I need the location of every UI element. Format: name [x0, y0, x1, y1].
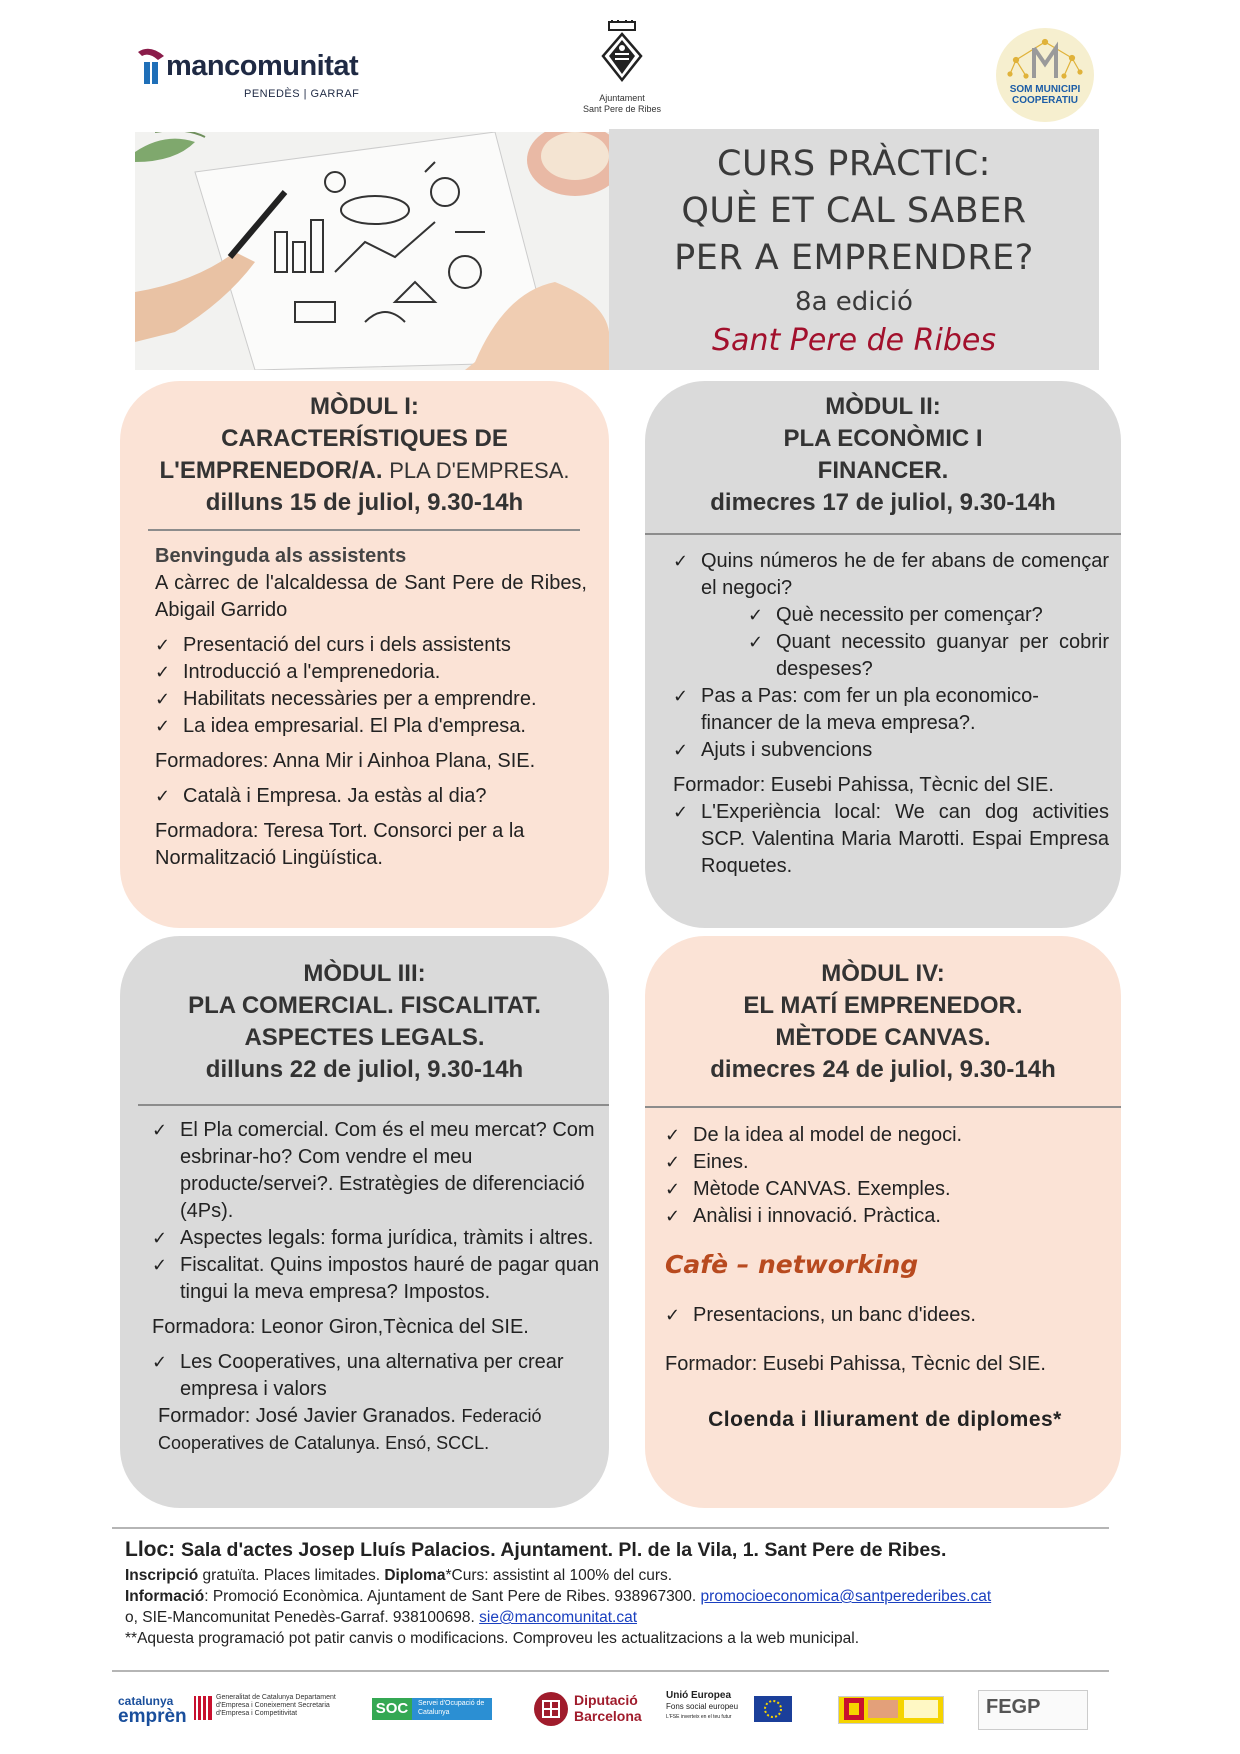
list-item: ✓ Presentacions, un banc d'idees. — [665, 1302, 1105, 1329]
email-link[interactable]: promocioeconomica@santperederibes.cat — [700, 1588, 992, 1605]
list-item: ✓ Presentació del curs i dels assistents — [155, 632, 587, 659]
list-item: ✓ Eines. — [665, 1149, 1105, 1176]
fegp-logo: FEGP — [978, 1684, 1086, 1734]
edition-label: 8a edició — [795, 287, 913, 317]
sub-list-item: ✓ Quant necessito guanyar per cobrir despeses? — [673, 629, 1109, 683]
registration-line: Inscripció gratuïta. Places limitades. Diploma*Curs: assistint al 100% del curs. — [125, 1567, 673, 1584]
welcome-text: A càrrec de l'alcaldessa de Sant Pere de Ribes, Abigail Garrido — [155, 572, 587, 621]
module-1-card — [120, 381, 609, 928]
module-4-title: EL MATÍ EMPRENEDOR. — [743, 992, 1023, 1019]
catalunya-empren-logo: catalunya emprèn — [118, 1694, 187, 1727]
divider — [138, 1104, 609, 1106]
course-title-line: QUÈ ET CAL SABER — [681, 191, 1027, 231]
eu-fse-logo: Unió Europea Fons social europeu L'FSE inverteix en el teu futur — [666, 1684, 792, 1734]
trainer-text: Formador: José Javier Granados. Federació Cooperatives de Catalunya. Ensó, SCCL. — [158, 1405, 542, 1453]
module-2-title: PLA ECONÒMIC I — [783, 425, 983, 452]
contact-line: Informació: Promoció Econòmica. Ajuntament de Sant Pere de Ribes. 938967300. promocioeconomica@santperederibes.cat — [125, 1588, 992, 1605]
diputacio-emblem-icon — [534, 1690, 568, 1728]
trainer-text: Formadora: Leonor Giron,Tècnica del SIE. — [152, 1316, 529, 1338]
ajuntament-label: Ajuntament — [599, 93, 645, 103]
mancomunitat-subtitle: PENEDÈS | GARRAF — [244, 88, 360, 100]
spanish-ministry-logo — [838, 1684, 942, 1734]
list-item: ✓ Quins números he de fer abans de començar el negoci? — [673, 548, 1109, 602]
trainers-text: Formadores: Anna Mir i Ainhoa Plana, SIE. — [155, 750, 536, 772]
list-item: ✓ Català i Empresa. Ja estàs al dia? — [155, 783, 587, 810]
module-1-number: MÒDUL I: — [310, 393, 419, 420]
module-3-date: dilluns 22 de juliol, 9.30-14h — [205, 1056, 524, 1083]
mancomunitat-logo — [136, 44, 366, 104]
soc-logo: SOC Servei d'Ocupació de Catalunya — [372, 1684, 492, 1734]
module-1-title: CARACTERÍSTIQUES DE — [221, 425, 508, 452]
divider — [112, 1527, 1109, 1529]
hero-image — [135, 132, 609, 370]
list-item: ✓ Les Cooperatives, una alternativa per crear empresa i valors — [152, 1349, 600, 1403]
contact-line-2: o, SIE-Mancomunitat Penedès-Garraf. 938100698. sie@mancomunitat.cat — [125, 1609, 638, 1626]
senyera-icon — [194, 1696, 212, 1720]
network-icon — [996, 28, 1094, 122]
module-4-heading: MÒDUL IV: EL MATÍ EMPRENEDOR. MÈTODE CANVAS. dimecres 24 de juliol, 9.30-14h — [645, 936, 1121, 1086]
module-4-date: dimecres 24 de juliol, 9.30-14h — [710, 1056, 1056, 1083]
ajuntament-logo — [570, 20, 674, 112]
module-1-content — [155, 543, 587, 872]
list-item: ✓ Introducció a l'emprenedoria. — [155, 659, 587, 686]
list-item: ✓ Ajuts i subvencions — [673, 737, 1109, 764]
disclaimer-note: **Aquesta programació pot patir canvis o modificacions. Comproveu les actualitzacions a la web municipal. — [125, 1630, 860, 1647]
module-2-content — [673, 548, 1109, 880]
module-3-card — [120, 936, 609, 1508]
course-title-line: PER A EMPRENDRE? — [674, 238, 1034, 278]
list-item: ✓ Fiscalitat. Quins impostos hauré de pagar quan tingui la meva empresa? Impostos. — [152, 1252, 600, 1306]
divider — [645, 533, 1121, 535]
module-4-content — [665, 1122, 1105, 1433]
list-item: ✓ Mètode CANVAS. Exemples. — [665, 1176, 1105, 1203]
list-item: ✓ L'Experiència local: We can dog activities SCP. Valentina Maria Marotti. Espai Empresa Roquetes. — [673, 799, 1109, 880]
module-3-heading: MÒDUL III: PLA COMERCIAL. FISCALITAT. ASPECTES LEGALS. dilluns 22 de juliol, 9.30-14h — [120, 936, 609, 1086]
module-2-card — [645, 381, 1121, 928]
som-municipi-text: SOM MUNICIPI COOPERATIU — [1009, 84, 1081, 106]
divider — [148, 529, 580, 531]
trainer-text: Formador: Eusebi Pahissa, Tècnic del SIE. — [673, 774, 1054, 796]
town-label: Sant Pere de Ribes — [712, 323, 996, 358]
closing-text: Cloenda i lliurament de diplomes* — [708, 1408, 1062, 1431]
course-title-line: CURS PRÀCTIC: — [717, 144, 991, 184]
ajuntament-town: Sant Pere de Ribes — [582, 104, 662, 114]
email-link[interactable]: sie@mancomunitat.cat — [479, 1609, 638, 1626]
generalitat-logo: Generalitat de Catalunya Departament d'Empresa i Coneixement Secretaria d'Empresa i Competitivitat — [194, 1684, 344, 1734]
event-info — [125, 1535, 1185, 1649]
sponsor-logos — [118, 1684, 1118, 1734]
course-title-panel — [609, 129, 1099, 370]
module-4-card — [645, 936, 1121, 1508]
module-3-title: PLA COMERCIAL. FISCALITAT. — [188, 992, 541, 1019]
list-item: ✓ Pas a Pas: com fer un pla economico-financer de la meva empresa?. — [673, 683, 1109, 737]
module-2-number: MÒDUL II: — [825, 393, 941, 420]
module-3-content — [152, 1117, 600, 1457]
spain-coat-icon — [844, 1698, 864, 1720]
trainer-text: Formadora: Teresa Tort. Consorci per a la Normalització Lingüística. — [155, 820, 525, 869]
venue-line: Lloc: Sala d'actes Josep Lluís Palacios. Ajuntament. Pl. de la Vila, 1. Sant Pere de Ribes. — [125, 1538, 947, 1561]
module-2-date: dimecres 17 de juliol, 9.30-14h — [710, 489, 1056, 516]
mancomunitat-name: mancomunitat — [166, 50, 359, 82]
list-item: ✓ Habilitats necessàries per a emprendre. — [155, 686, 587, 713]
list-item: ✓ De la idea al model de negoci. — [665, 1122, 1105, 1149]
eu-flag-icon — [754, 1696, 792, 1722]
module-4-number: MÒDUL IV: — [821, 960, 945, 987]
cafe-networking-label: Cafè – networking — [665, 1250, 919, 1279]
module-2-heading: MÒDUL II: PLA ECONÒMIC I FINANCER. dimecres 17 de juliol, 9.30-14h — [645, 381, 1121, 519]
module-1-date: dilluns 15 de juliol, 9.30-14h — [205, 489, 524, 516]
divider — [645, 1106, 1121, 1108]
module-1-heading: MÒDUL I: CARACTERÍSTIQUES DE L'EMPRENEDOR/A. PLA D'EMPRESA. dilluns 15 de juliol, 9.30-14h — [120, 381, 609, 519]
list-item: ✓ Aspectes legals: forma jurídica, tràmits i altres. — [152, 1225, 600, 1252]
coat-of-arms-icon — [599, 20, 645, 88]
module-3-number: MÒDUL III: — [303, 960, 426, 987]
list-item: ✓ El Pla comercial. Com és el meu mercat? Com esbrinar-ho? Com vendre el meu producte/servei?. Estratègies de diferenciació (4Ps). — [152, 1117, 600, 1225]
som-municipi-logo — [996, 28, 1094, 122]
mancomunitat-mark-icon — [136, 46, 170, 86]
list-item: ✓ Anàlisi i innovació. Pràctica. — [665, 1203, 1105, 1230]
list-item: ✓ La idea empresarial. El Pla d'empresa. — [155, 713, 587, 740]
trainer-text: Formador: Eusebi Pahissa, Tècnic del SIE. — [665, 1353, 1046, 1375]
divider — [112, 1670, 1109, 1672]
diputacio-logo: Diputació Barcelona — [534, 1684, 644, 1734]
welcome-title: Benvinguda als assistents — [155, 545, 407, 567]
business-sketch-illustration — [135, 132, 609, 370]
sub-list-item: ✓ Què necessito per començar? — [673, 602, 1109, 629]
